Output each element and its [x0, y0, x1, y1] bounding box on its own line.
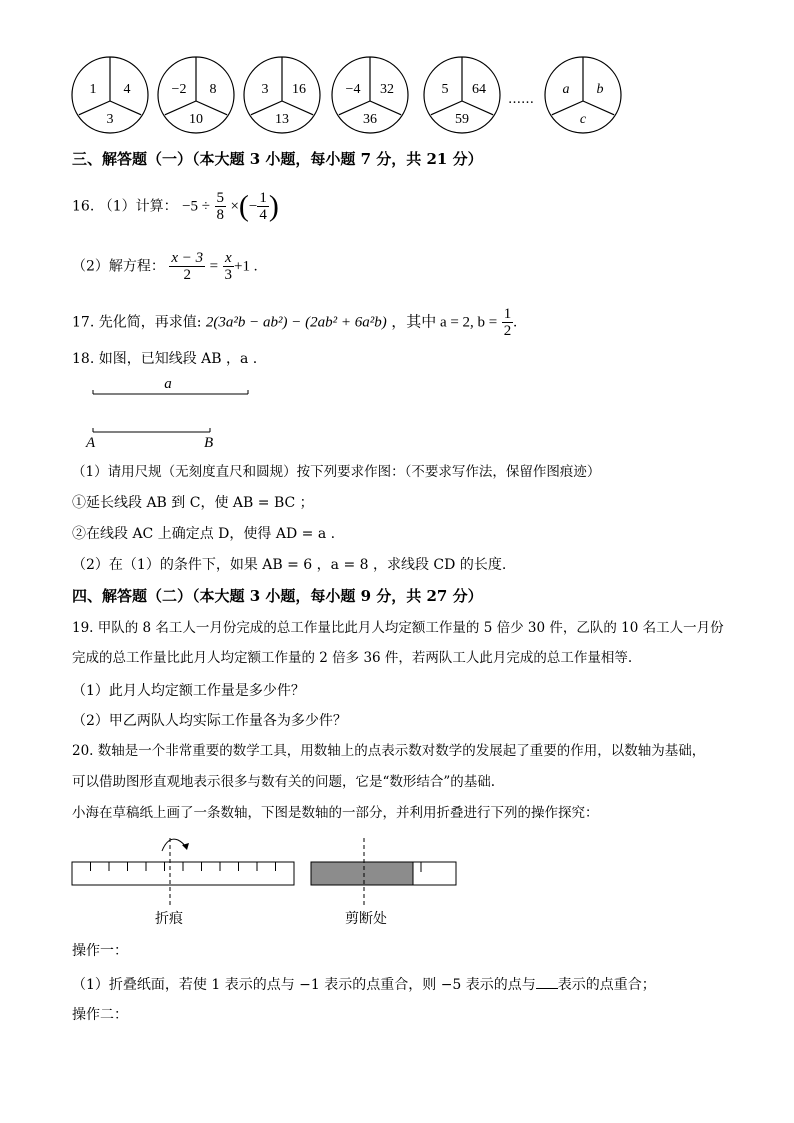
segment-a-label: a	[164, 376, 172, 392]
q17-frac: $\frac{1}{2}$	[503, 306, 512, 339]
q16-equals: =	[209, 258, 219, 275]
q20-line2: 可以借助图形直观地表示很多与数有关的问题，它是“数形结合”的基础.	[72, 774, 496, 790]
q16-frac-2: $\frac{1}{4}$	[259, 190, 267, 223]
circle-value-a: 5	[441, 82, 449, 97]
number-circle	[332, 57, 408, 133]
number-circles-figure	[0, 55, 794, 145]
q19-line2: 完成的总工作量比此月人均定额工作量的 2 倍多 36 件，若两队工人此月完成的总工作量相等.	[72, 650, 633, 666]
q20-operation2: 操作二：	[72, 1007, 128, 1023]
circle-value-b: 64	[472, 82, 486, 97]
q18-item1: ①延长线段 AB 到 C，使 AB = BC ；	[72, 495, 314, 511]
q16-frac-3: $\frac{x - 3}{2}$	[171, 250, 204, 283]
q17	[72, 306, 517, 339]
circle-value-c: 3	[106, 112, 114, 127]
circle-value-b: 16	[292, 82, 306, 97]
q19-part2: （2）甲乙两队人均实际工作量各为多少件？	[72, 713, 347, 729]
q16-frac-4: $\frac{x}{3}$	[224, 250, 233, 283]
circle-value-a: −4	[345, 82, 361, 97]
q16-expr-a: −5 ÷	[182, 198, 211, 215]
q20-line1: 20. 数轴是一个非常重要的数学工具，用数轴上的点表示数对数学的发展起了重要的作用，以数轴为基础，	[72, 743, 706, 759]
point-B-label: B	[204, 435, 214, 451]
q19-part1: （1）此月人均定额工作量是多少件？	[72, 683, 305, 699]
circle-value-a: 1	[89, 82, 97, 97]
q20-part1	[72, 976, 656, 992]
circles-ellipsis: ……	[508, 92, 534, 107]
point-A-label: A	[86, 435, 96, 451]
circle-value-a: 3	[261, 82, 269, 97]
number-line-fold-figure	[70, 834, 470, 944]
q16-p2-label: （2）解方程：	[72, 258, 165, 275]
q16-tail: +1 .	[234, 258, 258, 275]
q17-cond: ，其中 a = 2, b =	[391, 314, 498, 331]
cut-point-label: 剪断处	[345, 911, 387, 927]
circle-value-a: a	[562, 82, 570, 97]
q16-times: ×	[230, 198, 239, 215]
circle-value-b: 8	[209, 82, 217, 97]
number-circle	[158, 57, 234, 133]
circle-value-c: 10	[189, 112, 203, 127]
q16-p1-label: （1）计算：	[98, 198, 178, 215]
q17-expr: 2(3a²b − ab²) − (2ab² + 6a²b)	[205, 314, 387, 331]
section-4-heading: 四、解答题（二）（本大题 3 小题，每小题 9 分，共 27 分）	[72, 587, 483, 605]
q16-part1: 16. （1）计算： −5 ÷ $\frac{5}{8}$ ×(− $\frac{1}{4}$ )	[72, 189, 279, 223]
q17-text: 17. 先化简，再求值:	[72, 314, 202, 331]
q20-part1-text-b: 表示的点重合；	[557, 977, 656, 993]
number-circle	[545, 57, 621, 133]
number-circle	[244, 57, 320, 133]
q20-operation1: 操作一：	[72, 943, 128, 959]
q20-line3: 小海在草稿纸上画了一条数轴，下图是数轴的一部分，并利用折叠进行下列的操作探究：	[72, 805, 599, 821]
fold-crease-label: 折痕	[155, 911, 183, 927]
q18-part2: （2）在（1）的条件下，如果 AB = 6 ，a = 8 ，求线段 CD 的长度.	[72, 557, 507, 573]
circle-value-c: 36	[363, 112, 377, 127]
q18-part1: （1）请用尺规（无刻度直尺和圆规）按下列要求作图：（不要求写作法，保留作图痕迹）	[72, 464, 601, 480]
circle-value-c: c	[579, 112, 587, 127]
q18-item2: ②在线段 AC 上确定点 D，使得 AD = a .	[72, 526, 336, 542]
q18-intro: 18. 如图，已知线段 AB ，a .	[72, 351, 258, 367]
q20-part1-text-a: （1）折叠纸面，若使 1 表示的点与 −1 表示的点重合，则 −5 表示的点与	[72, 977, 536, 993]
circle-value-c: 59	[455, 112, 469, 127]
number-circle	[424, 57, 500, 133]
q19-line1: 19. 甲队的 8 名工人一月份完成的总工作量比此月人均定额工作量的 5 倍少 30 件，乙队的 10 名工人一月份	[72, 620, 724, 636]
circle-value-b: 32	[380, 82, 394, 97]
q16-frac-1: $\frac{5}{8}$	[216, 190, 224, 223]
circle-value-b: 4	[123, 82, 131, 97]
q18-segments-figure	[80, 372, 270, 454]
circle-value-c: 13	[275, 112, 289, 127]
q16-number: 16.	[72, 198, 95, 215]
q16-neg: −	[248, 198, 258, 215]
q16-part2	[72, 250, 258, 283]
section-3-heading: 三、解答题（一）（本大题 3 小题，每小题 7 分，共 21 分）	[72, 150, 483, 168]
q17-end: .	[513, 314, 517, 331]
circle-value-a: −2	[171, 82, 187, 97]
q20-answer-blank[interactable]	[536, 976, 558, 989]
circle-value-b: b	[596, 82, 604, 97]
number-circle	[72, 57, 148, 133]
